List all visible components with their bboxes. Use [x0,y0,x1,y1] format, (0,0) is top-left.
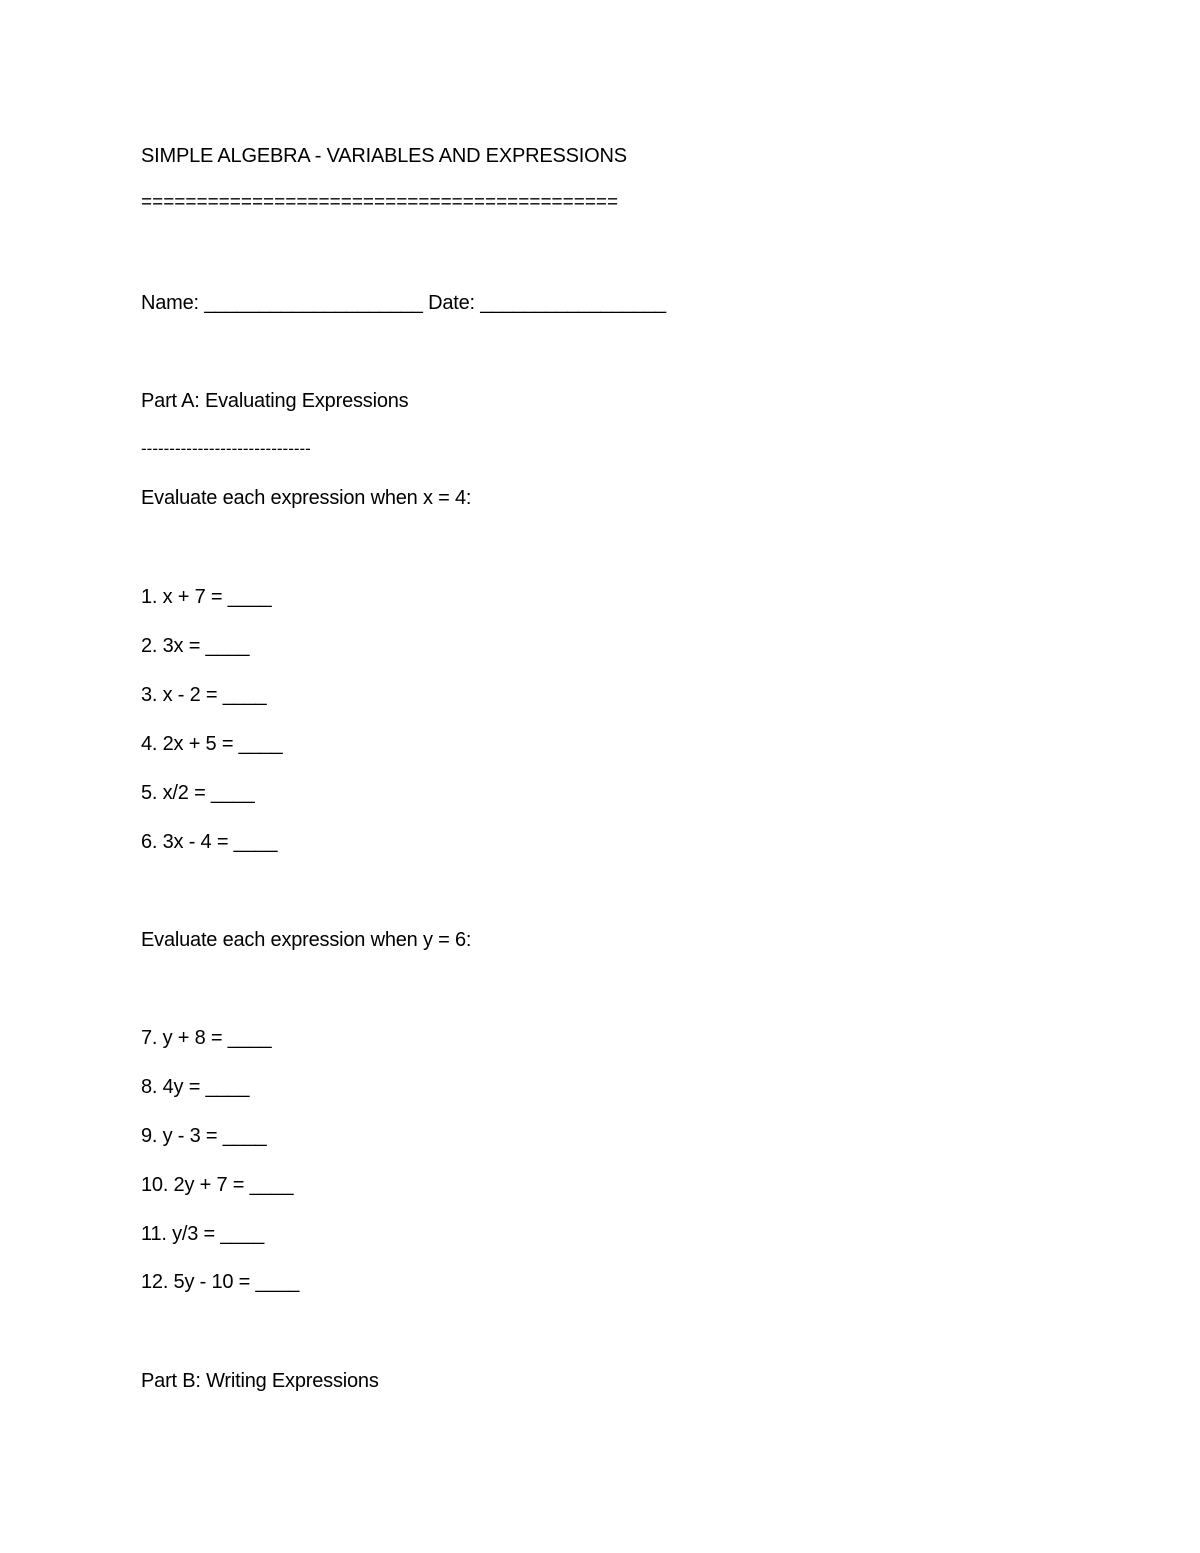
problem-item: 5. x/2 = ____ [141,782,255,804]
problem-item: 3. x - 2 = ____ [141,684,267,706]
problem-item: 8. 4y = ____ [141,1076,250,1098]
problem-item: 2. 3x = ____ [141,635,250,657]
problem-item: 12. 5y - 10 = ____ [141,1271,300,1293]
title-rule: =========================================== [141,192,619,213]
page-title: SIMPLE ALGEBRA - VARIABLES AND EXPRESSIONS [141,145,627,167]
problem-item: 1. x + 7 = ____ [141,586,272,608]
problem-item: 7. y + 8 = ____ [141,1027,272,1049]
problem-item: 4. 2x + 5 = ____ [141,733,283,755]
problem-item: 9. y - 3 = ____ [141,1125,267,1147]
problem-item: 6. 3x - 4 = ____ [141,831,278,853]
part-b-heading: Part B: Writing Expressions [141,1370,379,1392]
instruction-x: Evaluate each expression when x = 4: [141,487,472,509]
problem-item: 10. 2y + 7 = ____ [141,1174,294,1196]
part-a-rule: ------------------------------ [141,439,311,458]
instruction-y: Evaluate each expression when y = 6: [141,929,472,951]
problem-item: 11. y/3 = ____ [141,1223,265,1245]
part-a-heading: Part A: Evaluating Expressions [141,390,409,412]
name-date-line: Name: ____________________ Date: _________________ [141,292,666,314]
